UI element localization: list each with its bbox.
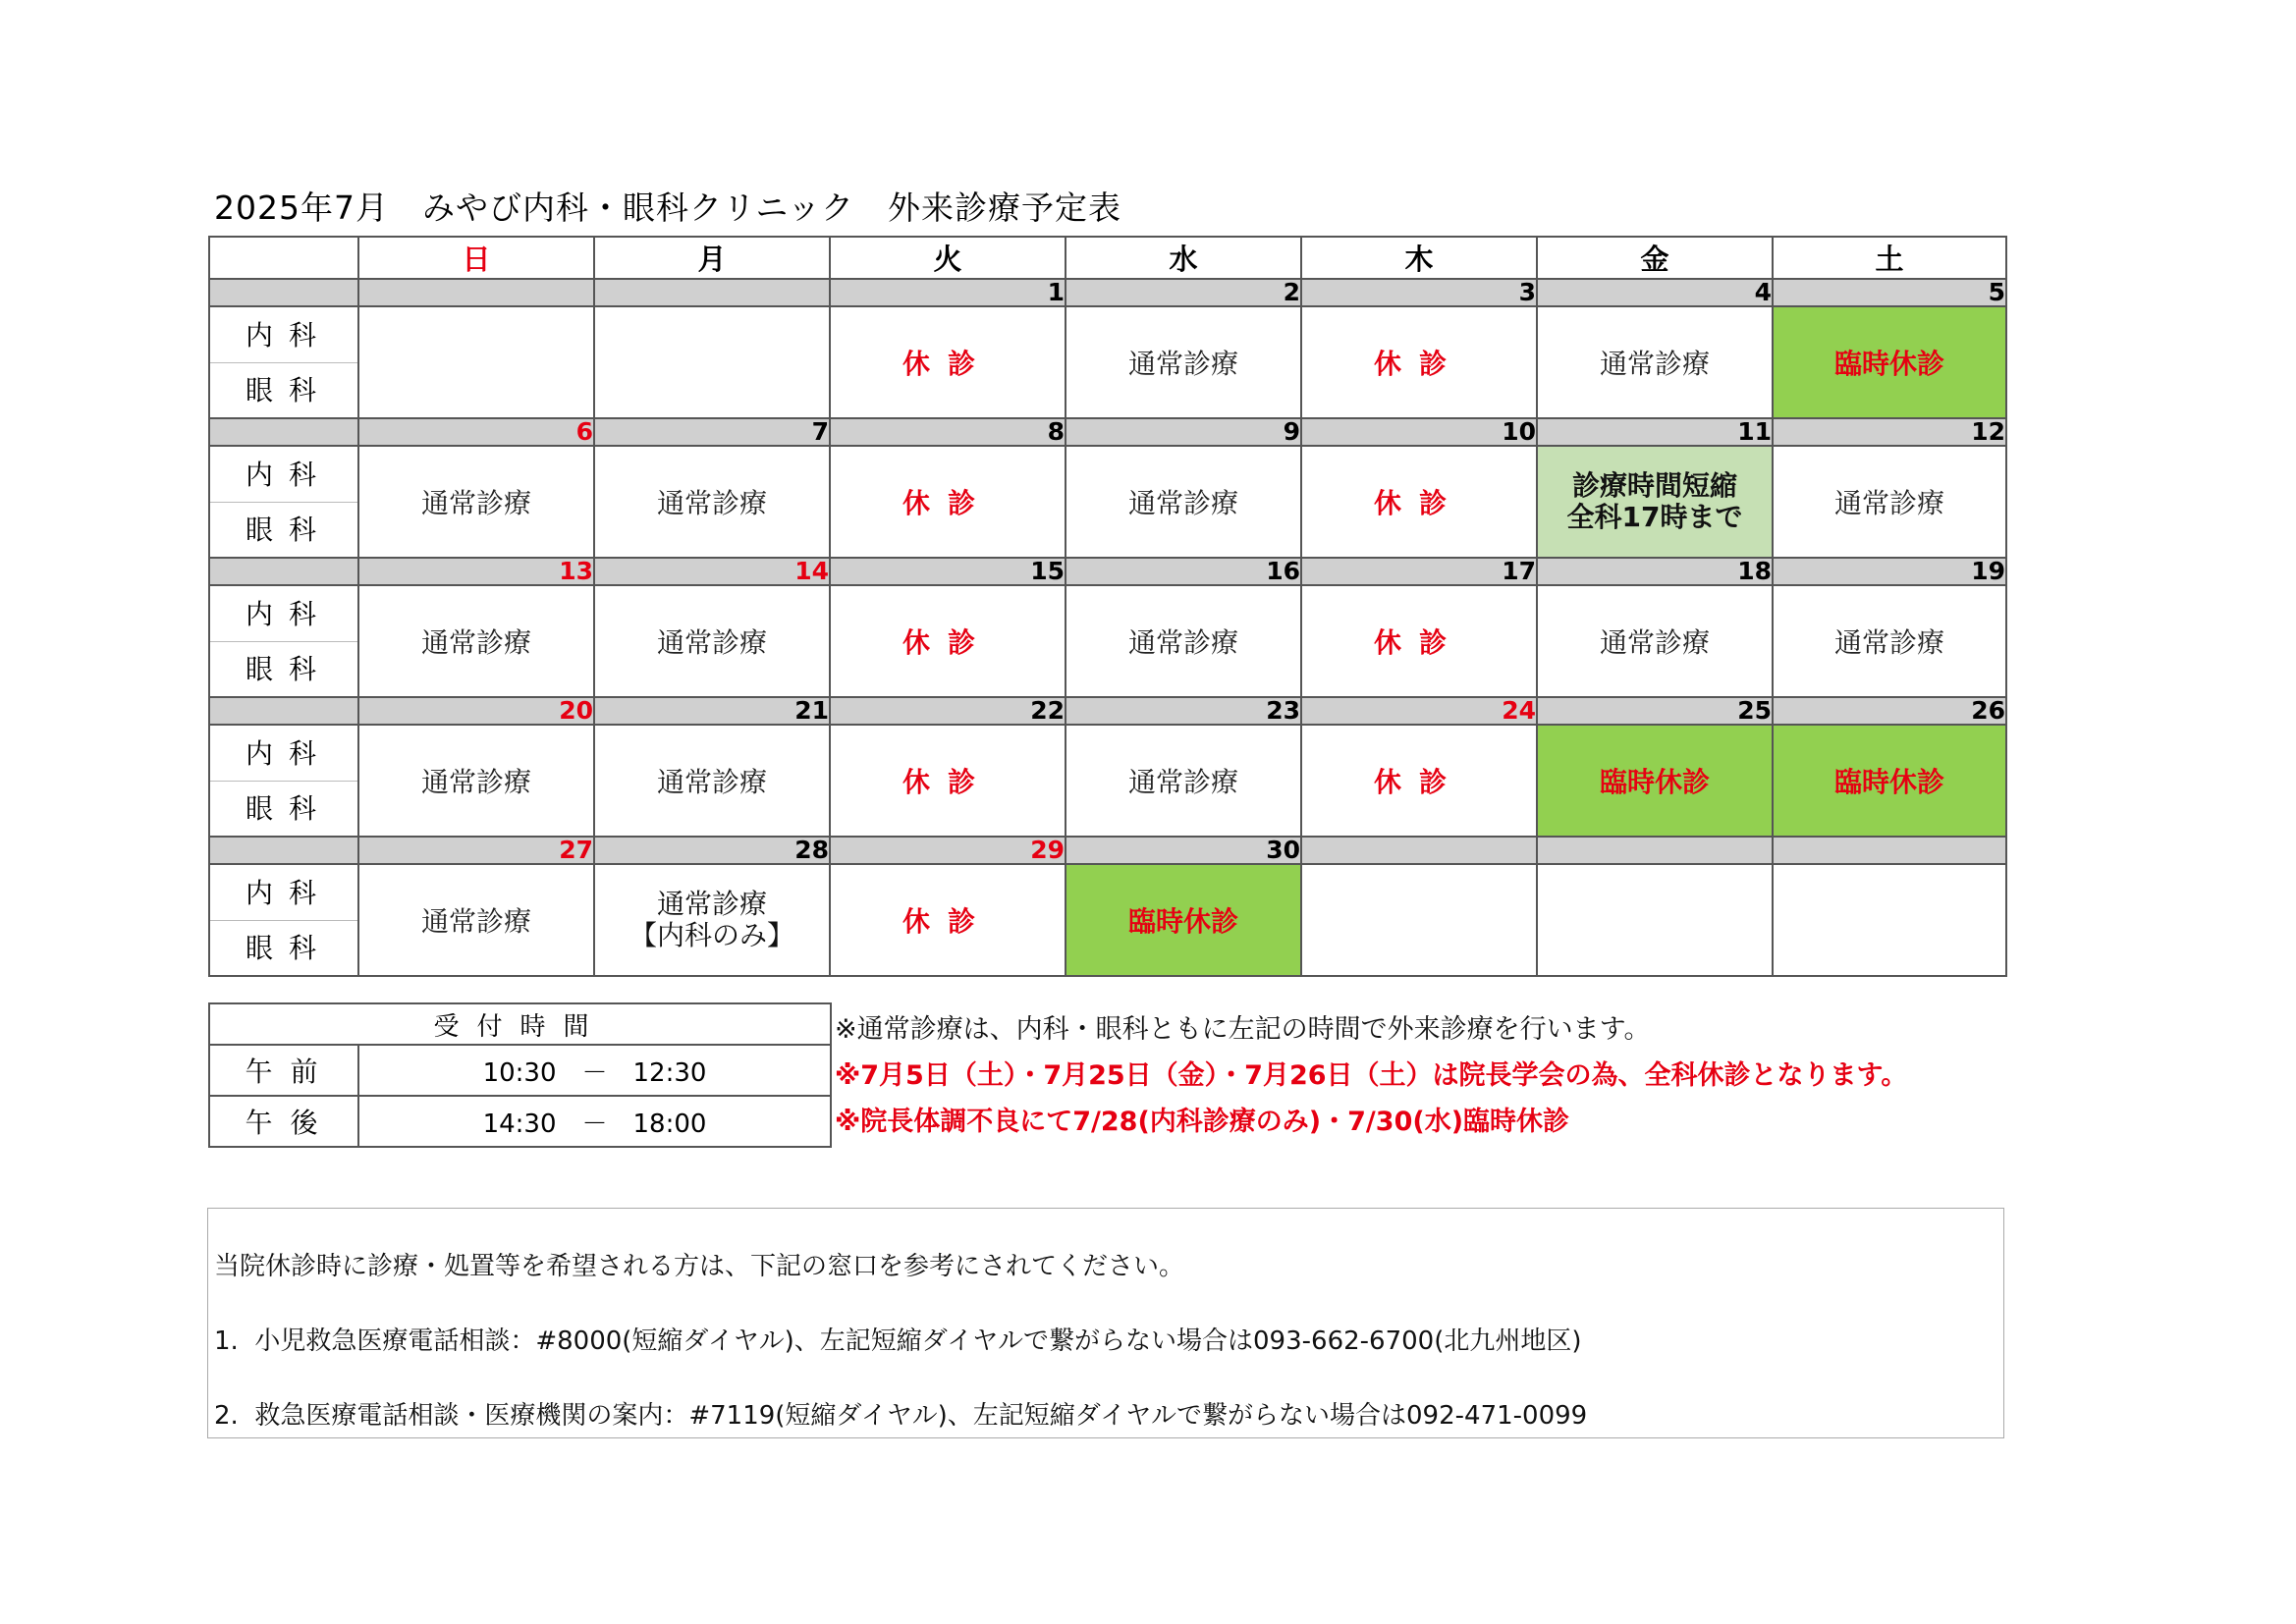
emergency-info-item-2: 2. 救急医療電話相談・医療機関の案内：#7119(短縮ダイヤル)、左記短縮ダイヤルで繋がらない場合は092-471-0099 bbox=[214, 1401, 1588, 1431]
dept-label-cell bbox=[209, 864, 358, 976]
date-number: 10 bbox=[1301, 418, 1537, 446]
dept-label-internal: 内科 bbox=[210, 866, 357, 921]
date-number: 21 bbox=[594, 697, 830, 725]
dept-label-cell bbox=[209, 725, 358, 837]
date-number: 24 bbox=[1301, 697, 1537, 725]
schedule-cell bbox=[1773, 864, 2006, 976]
schedule-cell: 通常診療 bbox=[358, 725, 594, 837]
schedule-cell: 休診 bbox=[830, 446, 1066, 558]
emergency-info-intro: 当院休診時に診療・処置等を希望される方は、下記の窓口を参考にされてください。 bbox=[214, 1252, 1185, 1281]
schedule-cell: 通常診療 bbox=[358, 446, 594, 558]
page-title: 2025年7月 みやび内科・眼科クリニック 外来診療予定表 bbox=[214, 189, 1121, 227]
schedule-cell: 臨時休診 bbox=[1066, 864, 1301, 976]
schedule-cell: 診療時間短縮 全科17時まで bbox=[1537, 446, 1773, 558]
am-time: 10:30 － 12:30 bbox=[358, 1045, 831, 1096]
schedule-cell: 休診 bbox=[1301, 585, 1537, 697]
weekday-tuesday: 火 bbox=[830, 237, 1066, 279]
date-number: 28 bbox=[594, 837, 830, 864]
pm-label: 午後 bbox=[209, 1096, 358, 1147]
schedule-row bbox=[209, 306, 2006, 418]
weekday-header-row bbox=[209, 237, 2006, 279]
schedule-row bbox=[209, 446, 2006, 558]
date-number: 14 bbox=[594, 558, 830, 585]
emergency-info-item-1: 1. 小児救急医療電話相談：#8000(短縮ダイヤル)、左記短縮ダイヤルで繋がらない場合は093-662-6700(北九州地区) bbox=[214, 1326, 1582, 1356]
dept-label-internal: 内科 bbox=[210, 587, 357, 642]
dept-label-internal: 内科 bbox=[210, 727, 357, 782]
dept-label-ophthalmology: 眼科 bbox=[245, 791, 332, 825]
date-number bbox=[1773, 837, 2006, 864]
schedule-cell: 休診 bbox=[830, 725, 1066, 837]
weekday-sunday: 日 bbox=[358, 237, 594, 279]
date-number: 20 bbox=[358, 697, 594, 725]
dept-label-ophthalmology: 眼科 bbox=[245, 373, 332, 406]
dept-label-cell bbox=[209, 585, 358, 697]
schedule-cell: 通常診療 bbox=[594, 446, 830, 558]
date-number: 22 bbox=[830, 697, 1066, 725]
am-label: 午前 bbox=[209, 1045, 358, 1096]
date-number: 6 bbox=[358, 418, 594, 446]
date-number: 2 bbox=[1066, 279, 1301, 306]
schedule-cell: 臨時休診 bbox=[1773, 306, 2006, 418]
schedule-cell: 臨時休診 bbox=[1773, 725, 2006, 837]
schedule-cell: 通常診療 bbox=[1066, 585, 1301, 697]
date-number: 27 bbox=[358, 837, 594, 864]
date-row-label bbox=[209, 697, 358, 725]
schedule-cell: 通常診療 bbox=[1066, 306, 1301, 418]
schedule-row bbox=[209, 864, 2006, 976]
date-row-label bbox=[209, 279, 358, 306]
dept-label-ophthalmology: 眼科 bbox=[245, 931, 332, 964]
date-number: 25 bbox=[1537, 697, 1773, 725]
date-row bbox=[209, 558, 2006, 585]
date-number: 16 bbox=[1066, 558, 1301, 585]
date-number: 8 bbox=[830, 418, 1066, 446]
dept-label-ophthalmology: 眼科 bbox=[245, 513, 332, 546]
schedule-row bbox=[209, 725, 2006, 837]
pm-time: 14:30 － 18:00 bbox=[358, 1096, 831, 1147]
date-number: 3 bbox=[1301, 279, 1537, 306]
schedule-cell: 通常診療 bbox=[1537, 585, 1773, 697]
schedule-cell: 通常診療 【内科のみ】 bbox=[594, 864, 830, 976]
date-number: 9 bbox=[1066, 418, 1301, 446]
dept-label-internal: 内科 bbox=[210, 448, 357, 503]
reception-hours-table bbox=[208, 1002, 832, 1148]
date-number: 15 bbox=[830, 558, 1066, 585]
date-number bbox=[358, 279, 594, 306]
schedule-cell: 休診 bbox=[1301, 306, 1537, 418]
date-row bbox=[209, 279, 2006, 306]
date-number: 4 bbox=[1537, 279, 1773, 306]
date-number: 7 bbox=[594, 418, 830, 446]
weekday-friday: 金 bbox=[1537, 237, 1773, 279]
schedule-cell: 休診 bbox=[1301, 446, 1537, 558]
schedule-cell: 通常診療 bbox=[594, 725, 830, 837]
date-number: 13 bbox=[358, 558, 594, 585]
schedule-cell: 休診 bbox=[830, 306, 1066, 418]
dept-label-internal: 内科 bbox=[210, 308, 357, 363]
weekday-thursday: 木 bbox=[1301, 237, 1537, 279]
schedule-row bbox=[209, 585, 2006, 697]
date-number: 30 bbox=[1066, 837, 1301, 864]
date-row bbox=[209, 697, 2006, 725]
date-row-label bbox=[209, 418, 358, 446]
schedule-cell: 休診 bbox=[830, 864, 1066, 976]
date-number: 23 bbox=[1066, 697, 1301, 725]
schedule-calendar bbox=[208, 236, 2007, 977]
schedule-cell: 通常診療 bbox=[1537, 306, 1773, 418]
date-row bbox=[209, 837, 2006, 864]
schedule-cell: 通常診療 bbox=[1773, 446, 2006, 558]
date-number: 11 bbox=[1537, 418, 1773, 446]
schedule-cell: 休診 bbox=[830, 585, 1066, 697]
corner-cell bbox=[209, 237, 358, 279]
note-normal-hours: ※通常診療は、内科・眼科ともに左記の時間で外来診療を行います。 bbox=[835, 1014, 1651, 1045]
weekday-monday: 月 bbox=[594, 237, 830, 279]
dept-label-cell bbox=[209, 446, 358, 558]
note-illness-closure: ※院長体調不良にて7/28(内科診療のみ)・7/30(水)臨時休診 bbox=[835, 1107, 1570, 1137]
date-number: 26 bbox=[1773, 697, 2006, 725]
schedule-cell bbox=[1537, 864, 1773, 976]
date-number: 19 bbox=[1773, 558, 2006, 585]
date-number bbox=[1301, 837, 1537, 864]
schedule-cell: 通常診療 bbox=[1066, 725, 1301, 837]
schedule-notes bbox=[835, 1006, 1907, 1145]
schedule-cell bbox=[594, 306, 830, 418]
date-number: 17 bbox=[1301, 558, 1537, 585]
date-number: 5 bbox=[1773, 279, 2006, 306]
date-number: 29 bbox=[830, 837, 1066, 864]
date-number bbox=[1537, 837, 1773, 864]
schedule-cell bbox=[1301, 864, 1537, 976]
note-conference-closure: ※7月5日（土）・7月25日（金）・7月26日（土）は院長学会の為、全科休診となります。 bbox=[835, 1060, 1908, 1091]
weekday-saturday: 土 bbox=[1773, 237, 2006, 279]
schedule-cell: 通常診療 bbox=[594, 585, 830, 697]
date-row bbox=[209, 418, 2006, 446]
schedule-cell: 通常診療 bbox=[358, 864, 594, 976]
date-number bbox=[594, 279, 830, 306]
dept-label-ophthalmology: 眼科 bbox=[245, 652, 332, 685]
schedule-cell bbox=[358, 306, 594, 418]
date-number: 1 bbox=[830, 279, 1066, 306]
date-number: 18 bbox=[1537, 558, 1773, 585]
dept-label-cell bbox=[209, 306, 358, 418]
date-row-label bbox=[209, 837, 358, 864]
emergency-info-box bbox=[207, 1208, 2004, 1438]
schedule-cell: 休診 bbox=[1301, 725, 1537, 837]
schedule-cell: 通常診療 bbox=[358, 585, 594, 697]
weekday-wednesday: 水 bbox=[1066, 237, 1301, 279]
date-row-label bbox=[209, 558, 358, 585]
schedule-cell: 通常診療 bbox=[1066, 446, 1301, 558]
schedule-cell: 通常診療 bbox=[1773, 585, 2006, 697]
date-number: 12 bbox=[1773, 418, 2006, 446]
reception-hours-header: 受付時間 bbox=[209, 1003, 831, 1045]
schedule-cell: 臨時休診 bbox=[1537, 725, 1773, 837]
